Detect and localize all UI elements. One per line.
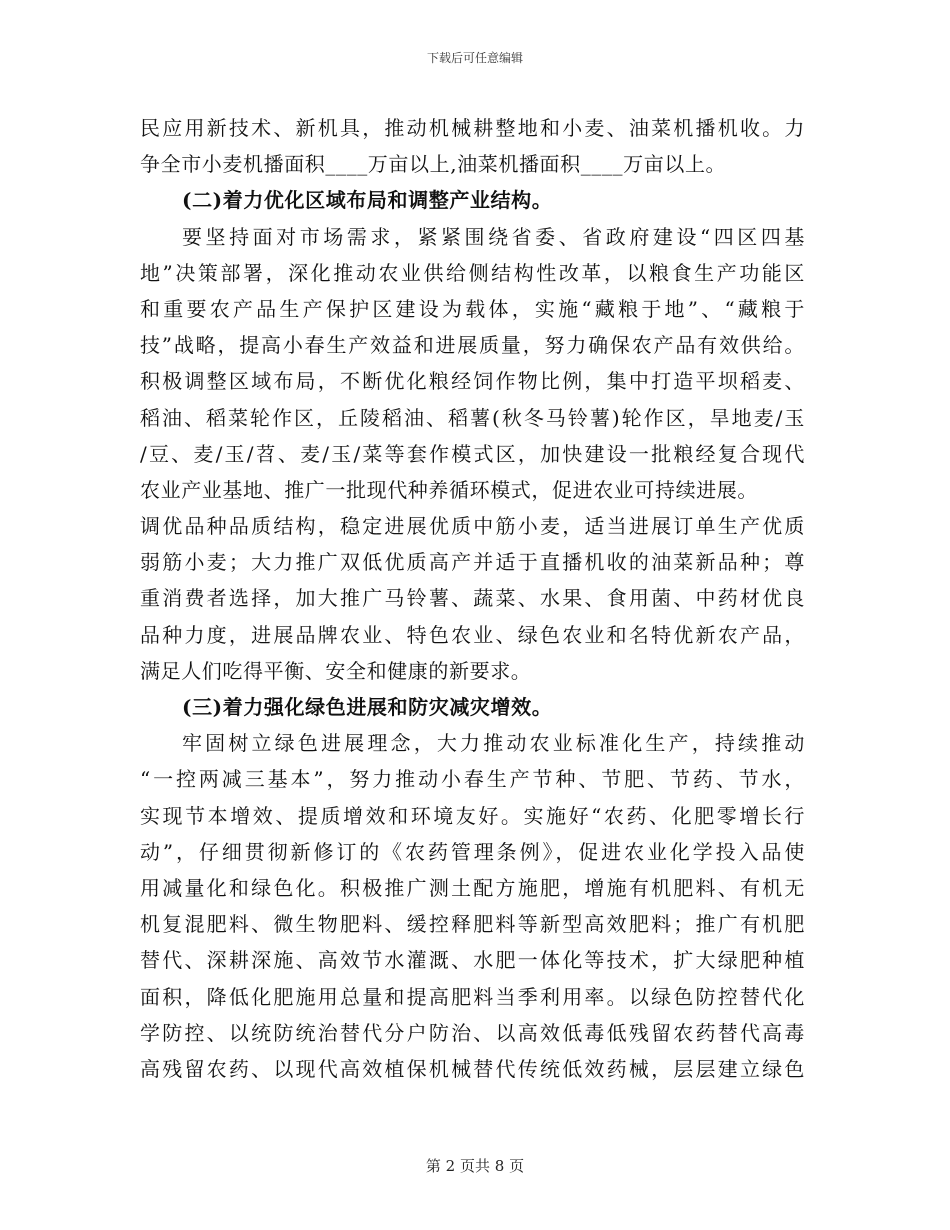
body-line: 满足人们吃得平衡、安全和健康的新要求。 (140, 658, 532, 683)
body-line: 技”战略，提高小春生产效益和进展质量，努力确保农产品有效供给。 (140, 333, 805, 358)
body-line: 民应用新技术、新机具，推动机械耕整地和小麦、油菜机播机收。力 (140, 116, 805, 140)
body-line: 面积，降低化肥施用总量和提高肥料当季利用率。以绿色防控替代化 (140, 984, 805, 1009)
body-line: 机复混肥料、微生物肥料、缓控释肥料等新型高效肥料；推广有机肥 (140, 912, 805, 937)
section-heading: (二)着力优化区域布局和调整产业结构。 (182, 188, 553, 213)
page-header: 下载后可任意编辑 (426, 51, 523, 65)
body-line: 调优品种品质结构，稳定进展优质中筋小麦，适当进展订单生产优质 (140, 514, 805, 539)
body-line: /豆、麦/玉/苕、麦/玉/菜等套作模式区，加快建设一批粮经复合现代 (140, 441, 805, 466)
body-line: 替代、深耕深施、高效节水灌溉、水肥一体化等技术，扩大绿肥种植 (140, 948, 805, 973)
body-line: 要坚持面对市场需求，紧紧围绕省委、省政府建设“四区四基 (182, 224, 805, 249)
body-line: 弱筋小麦；大力推广双低优质高产并适于直播机收的油菜新品种；尊 (140, 550, 805, 575)
body-line: 重消费者选择，加大推广马铃薯、蔬菜、水果、食用菌、中药材优良 (140, 586, 805, 611)
body-line: 和重要农产品生产保护区建设为载体，实施“藏粮于地”、“藏粮于 (140, 296, 805, 321)
body-line: 争全市小麦机播面积____万亩以上,油菜机播面积____万亩以上。 (140, 152, 727, 177)
body-line: 实现节本增效、提质增效和环境友好。实施好“农药、化肥零增长行 (140, 803, 805, 828)
body-line: 学防控、以统防统治替代分户防治、以高效低毒低残留农药替代高毒 (140, 1020, 805, 1045)
document-body (140, 110, 805, 1087)
body-line: 牢固树立绿色进展理念，大力推动农业标准化生产，持续推动 (182, 731, 805, 756)
body-line: 动”，仔细贯彻新修订的《农药管理条例》，促进农业化学投入品使 (140, 839, 805, 864)
page-footer: 第 2 页共 8 页 (425, 1157, 525, 1175)
body-line: 地”决策部署，深化推动农业供给侧结构性改革，以粮食生产功能区 (140, 260, 805, 285)
body-line: 用减量化和绿色化。积极推广测土配方施肥，增施有机肥料、有机无 (140, 875, 805, 900)
body-line: 品种力度，进展品牌农业、特色农业、绿色农业和名特优新农产品， (140, 622, 805, 647)
body-line: “一控两减三基本”，努力推动小春生产节种、节肥、节药、节水， (140, 767, 805, 792)
body-line: 高残留农药、以现代高效植保机械替代传统低效药械，层层建立绿色 (140, 1056, 805, 1081)
body-line: 积极调整区域布局，不断优化粮经饲作物比例，集中打造平坝稻麦、 (140, 369, 805, 394)
body-line: 农业产业基地、推广一批现代种养循环模式，促进农业可持续进展。 (140, 477, 758, 502)
body-line: 稻油、稻菜轮作区，丘陵稻油、稻薯(秋冬马铃薯)轮作区，旱地麦/玉 (140, 405, 805, 430)
section-heading: (三)着力强化绿色进展和防灾减灾增效。 (182, 695, 553, 719)
